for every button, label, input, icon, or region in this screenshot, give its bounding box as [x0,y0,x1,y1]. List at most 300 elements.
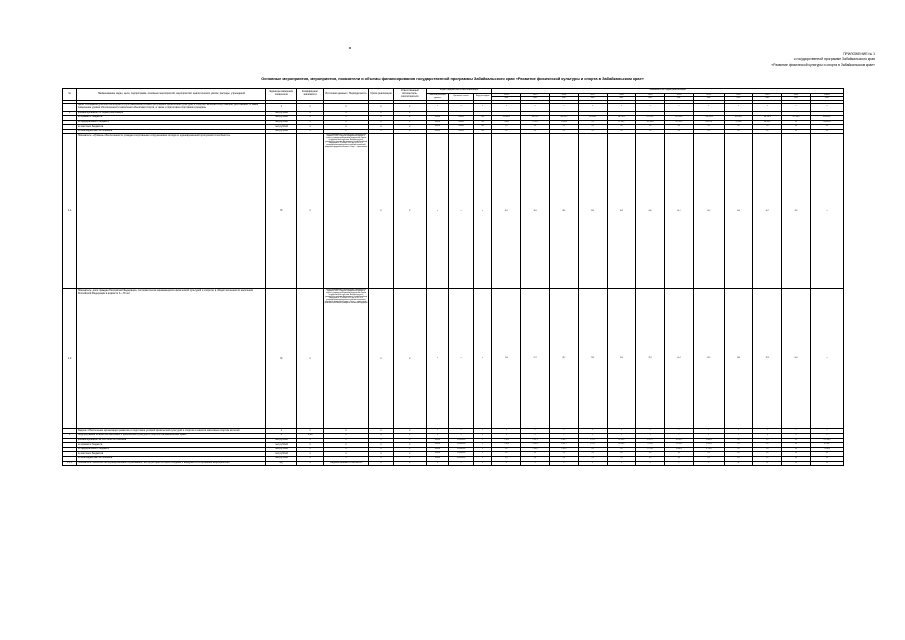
cell-year-1: 27,2 [521,289,550,429]
appendix-line3: «Развитие физической культуры и спорта в Забайкальском крае» [771,62,875,67]
program-table-wrapper [62,88,844,466]
cell-year-7: х [693,429,724,434]
cell-executor: х [393,457,426,462]
cell-year-1: 0,0 [521,457,550,462]
cell-bk-0: 000000 [426,438,449,443]
cell-term: х [369,443,394,448]
cell-source: х [323,457,368,462]
cell-year-2: 38,6 [549,134,578,289]
cell-term: х [369,429,394,434]
cell-executor: х [393,429,426,434]
cell-year-6: 0,0 [665,452,694,457]
cell-unit: тыс.рублей [266,111,297,116]
cell-year-11: х [810,104,843,111]
cell-year-8: х [724,104,753,111]
cell-year-3: 39,3 [578,134,607,289]
cell-bk-0: х [426,461,449,466]
colnum-10: гр.10 [473,100,492,103]
cell-bk-0: 000000 [426,457,449,462]
cell-year-2: х [549,104,578,111]
cell-year-6: 44 705,5 [665,438,694,443]
col-year-10: 2024 [782,93,811,97]
cell-year-0: 46,1 [492,134,521,289]
cell-term: х [369,438,394,443]
cell-term: х [369,461,394,466]
cell-year-8: 46,6 [724,289,753,429]
cell-term: х [369,116,394,121]
cell-number [63,104,77,111]
cell-year-2: 0,0 [549,129,578,134]
col-year-sub-2: план [549,97,578,100]
cell-year-11: 8 404 892,1 [810,116,843,121]
cell-year-1: 2 096,3 [521,443,550,448]
cell-year-11: х [810,434,843,439]
cell-coefficient: х [297,104,324,111]
cell-year-7: 0,0 [693,452,724,457]
cell-year-2: 0,0 [549,452,578,457]
cell-bk-1: 02.0000000 [449,447,474,452]
cell-executor: х [393,447,426,452]
col-year-4: 2018 [607,93,636,97]
cell-executor: х [393,289,426,429]
cell-name: из местных бюджетов [77,125,266,130]
cell-year-7: 0,0 [693,125,724,130]
cell-term: х [369,104,394,111]
cell-bk-1: 02.0000000 [449,443,474,448]
cell-year-2: х [549,434,578,439]
cell-year-6: х [665,461,694,466]
cell-year-2: 12 998,6 [549,120,578,125]
cell-coefficient: х [297,447,324,452]
cell-source: х [323,111,368,116]
cell-year-7: 1 424 965,6 [693,111,724,116]
colnum-8: гр.8 [426,100,449,103]
cell-year-7: 239 472,8 [693,120,724,125]
cell-year-1: 2 101,3 [521,438,550,443]
cell-bk-0: х [426,289,449,429]
cell-bk-1: 000000 [449,125,474,130]
col-year-sub-7: план [693,97,724,100]
cell-unit: тыс.рублей [266,125,297,130]
cell-year-0: 0,0 [492,457,521,462]
cell-name: из федерального бюджета [77,447,266,452]
cell-coefficient: х [297,289,324,429]
cell-year-3: х [578,104,607,111]
cell-year-11: х [810,134,843,289]
cell-year-1: 2 196,5 [521,447,550,452]
cell-unit: х [266,104,297,111]
cell-year-2: х [549,429,578,434]
cell-executor: х [393,134,426,289]
cell-year-4: х [607,461,636,466]
cell-coefficient: х [297,438,324,443]
cell-bk-1: 02.0000000 [449,438,474,443]
cell-year-7: 45,0 [693,134,724,289]
cell-year-7: х [693,104,724,111]
cell-name: Показатель: «Уровень обеспеченности граждан спортивными сооружениями исходя из единовременной пропускной способности» [77,134,266,289]
cell-unit: % [266,134,297,289]
cell-bk-2: 000 [473,125,492,130]
cell-year-1: х [521,104,550,111]
cell-year-9: х [753,434,782,439]
col-year-2: 2016 [549,93,578,97]
cell-year-8: 0,0 [724,125,753,130]
col-term: Сроки реализации [369,89,394,101]
cell-source: х [323,429,368,434]
cell-year-1: 0,0 [521,129,550,134]
col-year-sub-8: план [724,97,753,100]
cell-year-8: 828 164,5 [724,116,753,121]
cell-unit: % [266,289,297,429]
cell-coefficient: 1,00 [297,434,324,439]
col-year-sub-1: план [521,97,550,100]
cell-year-9: 0,0 [753,457,782,462]
cell-year-10: 0,0 [782,129,811,134]
cell-number: 1.2 [63,289,77,429]
colnum-6: гр.6 [369,100,394,103]
col-year-6: 2020 [665,93,694,97]
table-row [63,134,844,289]
cell-year-3: 342 036,4 [578,116,607,121]
cell-year-10: 31 [782,461,811,466]
cell-executor: х [393,443,426,448]
cell-year-8: 891 174,6 [724,111,753,116]
cell-unit: х [266,429,297,434]
cell-bk-1: 02.0000000 [449,452,474,457]
cell-year-6: 0,0 [665,457,694,462]
cell-year-11: 0,0 [810,452,843,457]
cell-bk-1: х [449,429,474,434]
cell-bk-0: 000000 [426,111,449,116]
cell-year-8: 0,0 [724,457,753,462]
cell-number: 1.1.1 [63,461,77,466]
cell-coefficient: х [297,452,324,457]
colnum-19: гр.19 [724,100,753,103]
cell-year-5: х [636,429,665,434]
table-row [63,104,844,111]
cell-name: финансирование за счет всех источников [77,438,266,443]
cell-year-4: 0,0 [607,447,636,452]
cell-unit: х [266,434,297,439]
cell-year-0: 0,0 [492,125,521,130]
cell-source: х [323,434,368,439]
program-table-body [63,104,844,466]
cell-unit: тыс.рублей [266,116,297,121]
cell-year-1: х [521,461,550,466]
cell-source: х [323,104,368,111]
col-bk-gl: Главный распоря- дитель [426,93,449,100]
colnum-17: гр.17 [665,100,694,103]
cell-number: 1 [63,434,77,439]
cell-year-5: 839 726,7 [636,111,665,116]
cell-year-2: х [549,461,578,466]
cell-year-5: 0,0 [636,125,665,130]
cell-source: Ведомственная отчетность [323,461,368,466]
cell-year-5: х [636,104,665,111]
col-group-result: Значения по годам реализации [492,89,844,94]
cell-bk-0: х [426,434,449,439]
appendix-number: ПРИЛОЖЕНИЕ № 1 [843,52,875,56]
cell-year-9: 0,0 [753,129,782,134]
col-year-sub-11: план [810,97,843,100]
col-year-5: 2019 [636,93,665,97]
cell-source: х [323,452,368,457]
cell-year-3: 0,0 [578,129,607,134]
cell-year-8: 0,0 [724,443,753,448]
cell-source: х [323,438,368,443]
col-year-sub-9: план [753,97,782,100]
cell-year-11: 31 [810,461,843,466]
program-table [62,88,844,466]
cell-year-0: 0,0 [492,129,521,134]
cell-bk-1: 000000 [449,116,474,121]
cell-name: из краевого бюджета [77,443,266,448]
cell-bk-1: х [449,104,474,111]
cell-bk-1: 000000 [449,129,474,134]
cell-year-5: 167 806,4 [636,120,665,125]
cell-name: из внебюджетных источников [77,129,266,134]
cell-executor: х [393,125,426,130]
cell-bk-0: 000000 [426,443,449,448]
colnum-1: гр.1 [63,100,77,103]
cell-bk-2: х [473,434,492,439]
colnum-13: гр.13 [549,100,578,103]
cell-coefficient: х [297,116,324,121]
cell-unit: тыс.рублей [266,129,297,134]
cell-coefficient: х [297,120,324,125]
cell-term: х [369,125,394,130]
cell-bk-0: 000000 [426,447,449,452]
colnum-4: гр.4 [297,100,324,103]
cell-year-3: 0,0 [578,447,607,452]
cell-year-2: 309 236,2 [549,116,578,121]
cell-year-4: х [607,434,636,439]
cell-term: х [369,289,394,429]
cell-year-4: 14 594,6 [607,443,636,448]
cell-year-4: 413 862,2 [607,111,636,116]
cell-year-10: 0,0 [782,125,811,130]
cell-year-4: 31,4 [607,289,636,429]
cell-year-6: 0,0 [665,125,694,130]
cell-bk-2: х [473,289,492,429]
cell-bk-2: 000 [473,129,492,134]
cell-year-3: 0,0 [578,125,607,130]
cell-source: х [323,447,368,452]
cell-year-7: х [693,461,724,466]
cell-year-10: 917 486,4 [782,111,811,116]
document-header [771,52,875,68]
cell-year-11: 62 785,7 [810,443,843,448]
cell-year-5: 37 017,7 [636,438,665,443]
cell-year-3: 3 721,1 [578,438,607,443]
cell-year-11: х [810,289,843,429]
cell-year-5: х [636,461,665,466]
cell-name: Цель: «Создание для всех категорий и групп населения в новой регулярной физической культурой и спортом, включая спорт высших достижений, а также повышение уровня обеспеченности населения объектами спорта, а также и подготовка спортивного резерва» [77,104,266,111]
cell-year-2: 0,0 [549,125,578,130]
cell-year-0: 0,0 [492,447,521,452]
cell-year-6: х [665,429,694,434]
cell-year-8: х [724,434,753,439]
col-year-sub-6: план [665,97,694,100]
cell-year-7: 11 114,9 [693,447,724,452]
cell-bk-2: 000 [473,120,492,125]
colnum-21: гр.21 [782,100,811,103]
cell-year-7: 41 884,4 [693,438,724,443]
col-n: № [63,89,77,101]
appendix-line2: к государственной программе Забайкальского края [794,57,875,62]
col-year-3: 2017 [578,93,607,97]
colnum-11: гр.11 [492,100,521,103]
cell-executor: х [393,120,426,125]
cell-year-0: 19,0 [492,289,521,429]
cell-bk-1: х [449,434,474,439]
cell-year-4: 389 744,5 [607,116,636,121]
col-name: Наименование задач, цели, подпрограмм, основных мероприятий, мероприятий, аналитических увязок, расходы, учреждений [77,89,266,101]
colnum-15: гр.15 [607,100,636,103]
cell-bk-2: х [473,438,492,443]
colnum-20: гр.20 [753,100,782,103]
col-year-7: 2021 [693,93,724,97]
cell-year-3: 29,9 [578,289,607,429]
cell-year-6: 29 660,0 [665,447,694,452]
cell-year-3: х [578,461,607,466]
cell-year-7: 1 186 928,4 [693,116,724,121]
col-year-11: Итого [810,93,843,97]
cell-year-9: 0,0 [753,447,782,452]
cell-bk-1: 000000 [449,111,474,116]
cell-year-7: 43,9 [693,289,724,429]
cell-year-0: х [492,429,521,434]
cell-year-4: 0,0 [607,457,636,462]
cell-name: Задача: Обеспечение организации развития и подготовка условий физической культурой и спортом и занятия массовым спортом жителей [77,429,266,434]
cell-executor: х [393,452,426,457]
cell-coefficient: х [297,429,324,434]
cell-year-1: 38,4 [521,134,550,289]
cell-year-2: 4 485,7 [549,443,578,448]
cell-bk-0: х [426,429,449,434]
cell-year-2: 1 991,6 [549,447,578,452]
cell-year-5: 0,0 [636,457,665,462]
table-row [63,461,844,466]
cell-year-10: х [782,429,811,434]
cell-name: финансирование по годам реализации [77,111,266,116]
cell-year-8: 21 996,4 [724,120,753,125]
cell-year-1: х [521,434,550,439]
col-bk-vr: Вид расходов [473,93,492,100]
cell-year-4: 17 116,2 [607,120,636,125]
cell-year-9: 968 891,9 [753,111,782,116]
cell-year-1: х [521,429,550,434]
cell-year-5: х [636,434,665,439]
cell-year-4: 0,0 [607,125,636,130]
cell-unit: тыс.рублей [266,438,297,443]
cell-year-9: 169 106,7 [753,120,782,125]
cell-executor: х [393,129,426,134]
cell-name: из местных бюджетов [77,452,266,457]
cell-year-11: 74 986,6 [810,447,843,452]
cell-source: х [323,443,368,448]
cell-source: х [323,120,368,125]
cell-year-0: 0,0 [492,452,521,457]
cell-year-4: х [607,104,636,111]
cell-bk-1: х [449,461,474,466]
cell-source: х [323,116,368,121]
colnum-9: гр.9 [449,100,474,103]
cell-year-6: 147 524,2 [665,120,694,125]
colnum-3: гр.3 [266,100,297,103]
cell-coefficient: х [297,457,324,462]
cell-number: 1.1 [63,134,77,289]
cell-year-10: 54,8 [782,289,811,429]
col-group-bk: Коды бюджетной классификации [426,89,492,94]
cell-bk-0: х [426,104,449,111]
cell-name: из внебюджетных источников [77,457,266,462]
cell-year-8: 0,0 [724,447,753,452]
cell-bk-0: 000000 [426,120,449,125]
cell-year-6: х [665,434,694,439]
cell-year-10: 0,0 [782,443,811,448]
cell-year-9: 0,0 [753,438,782,443]
cell-coefficient: х [297,129,324,134]
cell-year-8: 45,0 [724,134,753,289]
col-unit: Единица измерения показателя [266,89,297,101]
cell-year-3: 0,0 [578,457,607,462]
cell-year-11: 0,0 [810,457,843,462]
cell-year-5: 40,0 [636,134,665,289]
cell-year-11: 157 806,0 [810,438,843,443]
cell-year-5: 0,0 [636,452,665,457]
cell-year-1: 0,0 [521,452,550,457]
cell-executor: х [393,111,426,116]
cell-unit: тыс.рублей [266,120,297,125]
cell-year-6: 44,1 [665,134,694,289]
cell-executor: х [393,116,426,121]
cell-year-9: х [753,429,782,434]
colnum-7: гр.7 [393,100,426,103]
cell-year-6: 0,0 [665,129,694,134]
cell-unit: тыс.рублей [266,443,297,448]
cell-year-5: 17 716,1 [636,447,665,452]
col-bk-cs: Целевая статья [449,93,474,100]
cell-year-11: 0,0 [810,125,843,130]
cell-coefficient: х [297,111,324,116]
cell-year-6: 40,4 [665,289,694,429]
cell-year-6: 871 690,5 [665,116,694,121]
cell-bk-2: х [473,457,492,462]
cell-year-7: 0,0 [693,129,724,134]
colnum-16: гр.16 [636,100,665,103]
cell-year-5: 11 706,7 [636,443,665,448]
cell-year-5: 35,2 [636,289,665,429]
cell-year-9: 0,0 [753,452,782,457]
cell-bk-1: х [449,289,474,429]
cell-source: Данные федерального статистического наблюдения по форме № 1-ФК «Сведения о физической культуре и спорте», утвержденной приказом Федеральной службы государственной статистики, Методика расчета, утвержденная приказом Министерства спорта Российской Федерации от 19 ноября 2019 года № 950 «Об утверждении методики расчета значений показателей, входящих в федеральный проект «Спорт — норма жизни», установленных Указом Президента Российской Федерации [323,289,368,429]
cell-year-11: 1 086 390,2 [810,120,843,125]
cell-year-10: 0,0 [782,438,811,443]
cell-year-10: х [782,434,811,439]
cell-source: х [323,125,368,130]
cell-year-8: 31 [724,461,753,466]
cell-year-0: х [492,461,521,466]
cell-year-0: 254 446,3 [492,116,521,121]
cell-year-8: 0,0 [724,438,753,443]
cell-year-9: 0,0 [753,125,782,130]
cell-bk-2: х [473,443,492,448]
col-year-9: 2023 [753,93,782,97]
cell-year-4: 0,0 [607,129,636,134]
page-marker [349,47,351,49]
cell-year-10: 0,0 [782,120,811,125]
